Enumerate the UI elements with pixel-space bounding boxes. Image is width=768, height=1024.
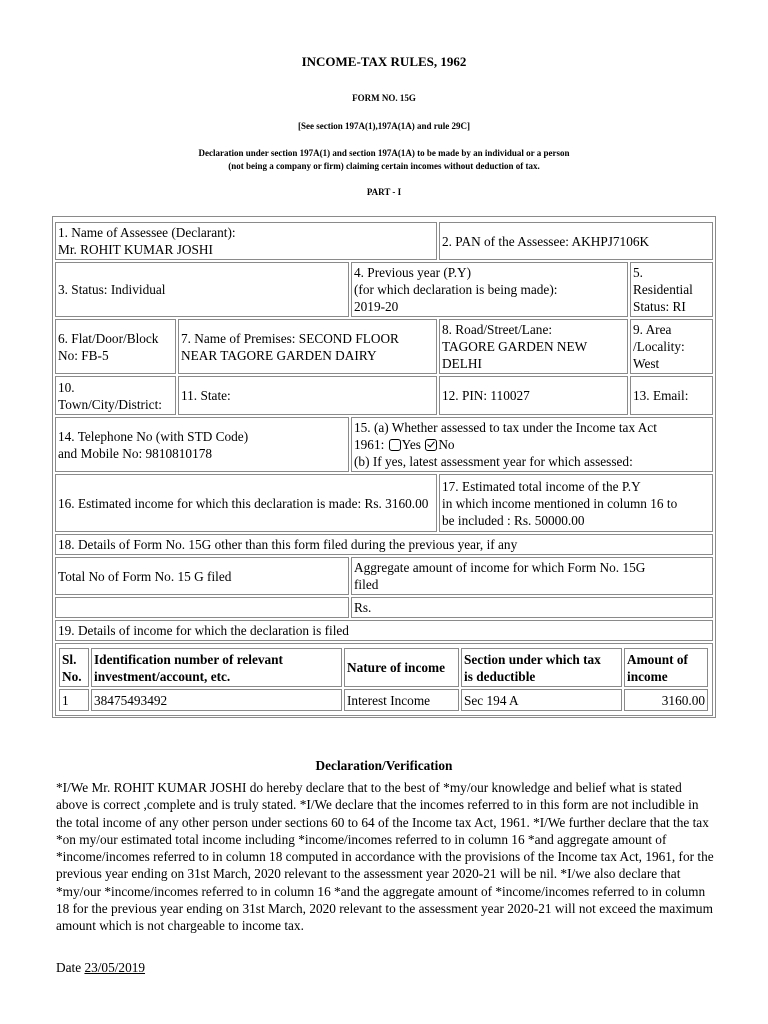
pin-text: 12. PIN: 110027 xyxy=(442,388,530,403)
previous-year-line2: (for which declaration is being made): xyxy=(354,282,558,297)
cell-amount: 3160.00 xyxy=(661,692,705,708)
field-other-15g-details xyxy=(55,534,713,555)
road-line1: 8. Road/Street/Lane: xyxy=(442,322,553,337)
col-header-amount xyxy=(624,648,708,687)
premises-line2: NEAR TAGORE GARDEN DAIRY xyxy=(181,347,377,363)
area-value: West xyxy=(633,356,660,371)
aggregate-line1: Aggregate amount of income for which Form No. 15G xyxy=(354,560,646,575)
section-reference: [See section 197A(1),197A(1A) and rule 29C] xyxy=(298,121,470,131)
field-state xyxy=(178,376,437,415)
field-premises xyxy=(178,319,437,374)
name-label: 1. Name of Assessee (Declarant): xyxy=(58,225,236,240)
field-name-of-assessee xyxy=(55,222,437,260)
status-text: 3. Status: Individual xyxy=(58,282,166,297)
field-pan xyxy=(439,222,713,260)
declaration-subtitle xyxy=(0,147,768,173)
table-row-nature xyxy=(344,689,459,711)
total-15g-text: Total No of Form No. 15 G filed xyxy=(58,568,232,584)
pan-text: 2. PAN of the Assessee: AKHPJ7106K xyxy=(442,233,650,249)
assessed-line1: 15. (a) Whether assessed to tax under the Income tax Act xyxy=(354,420,657,435)
declaration-subtitle-line2: (not being a company or firm) claiming certain incomes without deduction of tax. xyxy=(228,161,540,171)
name-value: Mr. ROHIT KUMAR JOSHI xyxy=(58,242,213,257)
field-area-locality xyxy=(630,319,713,374)
town-line2: Town/City/District: xyxy=(58,396,162,412)
flat-line1: 6. Flat/Door/Block xyxy=(58,330,159,346)
col-header-id-line2: investment/account, etc. xyxy=(94,668,231,684)
no-checkbox[interactable] xyxy=(425,439,437,451)
road-line3: DELHI xyxy=(442,356,482,371)
cell-identification: 38475493492 xyxy=(94,692,168,708)
residential-line1: 5. xyxy=(633,265,643,280)
telephone-line2: and Mobile No: 9810810178 xyxy=(58,445,213,461)
assessed-line2 xyxy=(354,436,710,453)
assessed-line3: (b) If yes, latest assessment year for which assessed: xyxy=(354,454,633,469)
area-line2: /Locality: xyxy=(633,339,685,354)
declaration-title: Declaration/Verification xyxy=(315,758,453,773)
field-assessed-to-tax xyxy=(351,417,713,472)
field-income-details xyxy=(55,620,713,641)
col-header-section-line2: is deductible xyxy=(464,668,536,684)
yes-checkbox[interactable] xyxy=(389,439,401,451)
aggregate-rs: Rs. xyxy=(354,600,372,615)
field-telephone xyxy=(55,417,349,472)
road-line2: TAGORE GARDEN NEW xyxy=(442,339,588,354)
table-row-section xyxy=(461,689,622,711)
total-income-line2: in which income mentioned in column 16 to xyxy=(442,495,678,511)
cell-section: Sec 194 A xyxy=(464,692,519,708)
col-header-identification xyxy=(91,648,342,687)
field-aggregate-value xyxy=(351,597,713,618)
area-line1: 9. Area xyxy=(633,322,672,337)
col-header-nature xyxy=(344,648,459,687)
field-email xyxy=(630,376,713,415)
form-title: INCOME-TAX RULES, 1962 xyxy=(301,54,467,69)
field-town-city xyxy=(55,376,176,415)
total-income-line1: 17. Estimated total income of the P.Y xyxy=(442,478,641,494)
field-aggregate-amount xyxy=(351,557,713,595)
no-label: No xyxy=(438,437,455,452)
previous-year-line1: 4. Previous year (P.Y) xyxy=(354,265,472,280)
col-header-section xyxy=(461,648,622,687)
field-residential-status xyxy=(630,262,713,317)
col-header-id-line1: Identification number of relevant xyxy=(94,651,283,667)
income-details-text: 19. Details of income for which the declaration is filed xyxy=(58,623,349,638)
col-header-amount-line1: Amount of xyxy=(627,651,688,667)
declaration-date xyxy=(56,960,145,976)
telephone-line1: 14. Telephone No (with STD Code) xyxy=(58,428,249,444)
col-header-sl-line2: No. xyxy=(62,668,82,684)
field-flat-door-block xyxy=(55,319,176,374)
date-value: 23/05/2019 xyxy=(84,960,146,975)
field-road-street xyxy=(439,319,628,374)
yes-label: Yes xyxy=(401,437,421,452)
field-previous-year xyxy=(351,262,628,317)
aggregate-line2: filed xyxy=(354,577,379,592)
field-total-15g xyxy=(55,557,349,595)
field-status xyxy=(55,262,349,317)
other-15g-text: 18. Details of Form No. 15G other than this form filed during the previous year, if any xyxy=(58,537,518,552)
col-header-sl-line1: Sl. xyxy=(62,651,77,667)
col-header-amount-line2: income xyxy=(627,668,668,684)
total-income-line3: be included : Rs. 50000.00 xyxy=(442,512,585,528)
col-header-nature-text: Nature of income xyxy=(347,660,445,675)
cell-sl: 1 xyxy=(62,692,69,708)
declaration-subtitle-line1: Declaration under section 197A(1) and section 197A(1A) to be made by an individual or a person xyxy=(198,148,570,158)
date-label: Date xyxy=(56,960,82,975)
estimated-income-text: 16. Estimated income for which this declaration is made: Rs. 3160.00 xyxy=(58,495,429,511)
state-text: 11. State: xyxy=(181,388,231,403)
field-estimated-income xyxy=(55,474,437,532)
col-header-section-line1: Section under which tax xyxy=(464,651,601,667)
town-line1: 10. xyxy=(58,379,75,395)
col-header-sl xyxy=(59,648,89,687)
field-estimated-total-income xyxy=(439,474,713,532)
flat-value: No: FB-5 xyxy=(58,347,109,363)
field-pin xyxy=(439,376,628,415)
premises-line1: 7. Name of Premises: SECOND FLOOR xyxy=(181,330,399,346)
part-heading: PART - I xyxy=(366,187,402,197)
field-total-15g-value xyxy=(55,597,349,618)
residential-line2: Residential xyxy=(633,282,693,297)
table-row-identification xyxy=(91,689,342,711)
previous-year-value: 2019-20 xyxy=(354,299,399,314)
table-row-amount xyxy=(624,689,708,711)
form-number: FORM NO. 15G xyxy=(352,93,416,103)
email-text: 13. Email: xyxy=(633,388,689,403)
declaration-body: *I/We Mr. ROHIT KUMAR JOSHI do hereby declare that to the best of *my/our knowledge and belief what is stated above is correct ,complete and is truly stated. *I/We declare that the incomes referred to in this form are not includible in the total income of any other person under sections 60 to 64 of the Income tax Act, 1961. *I/We further declare that the tax *on my/our estimated total income including *income/incomes referred to in column 16 *and aggregate amount of *income/incomes referred to in column 18 computed in accordance with the provisions of the Income tax Act, 1961, for the previous year ending on 31st March, 2020 relevant to the assessment year 2020-21 will be nil. *I/we also declare that *my/our *income/incomes referred to in column 16 *and the aggregate amount of *income/incomes referred to in column 18 for the previous year ending on 31st March, 2020 relevant to the assessment year 2020-21 will not exceed the maximum amount which is not chargeable to income tax. xyxy=(56,780,714,934)
assessed-prefix: 1961: xyxy=(354,437,385,452)
cell-nature: Interest Income xyxy=(347,692,431,708)
table-row-sl xyxy=(59,689,89,711)
residential-value: Status: RI xyxy=(633,299,686,314)
